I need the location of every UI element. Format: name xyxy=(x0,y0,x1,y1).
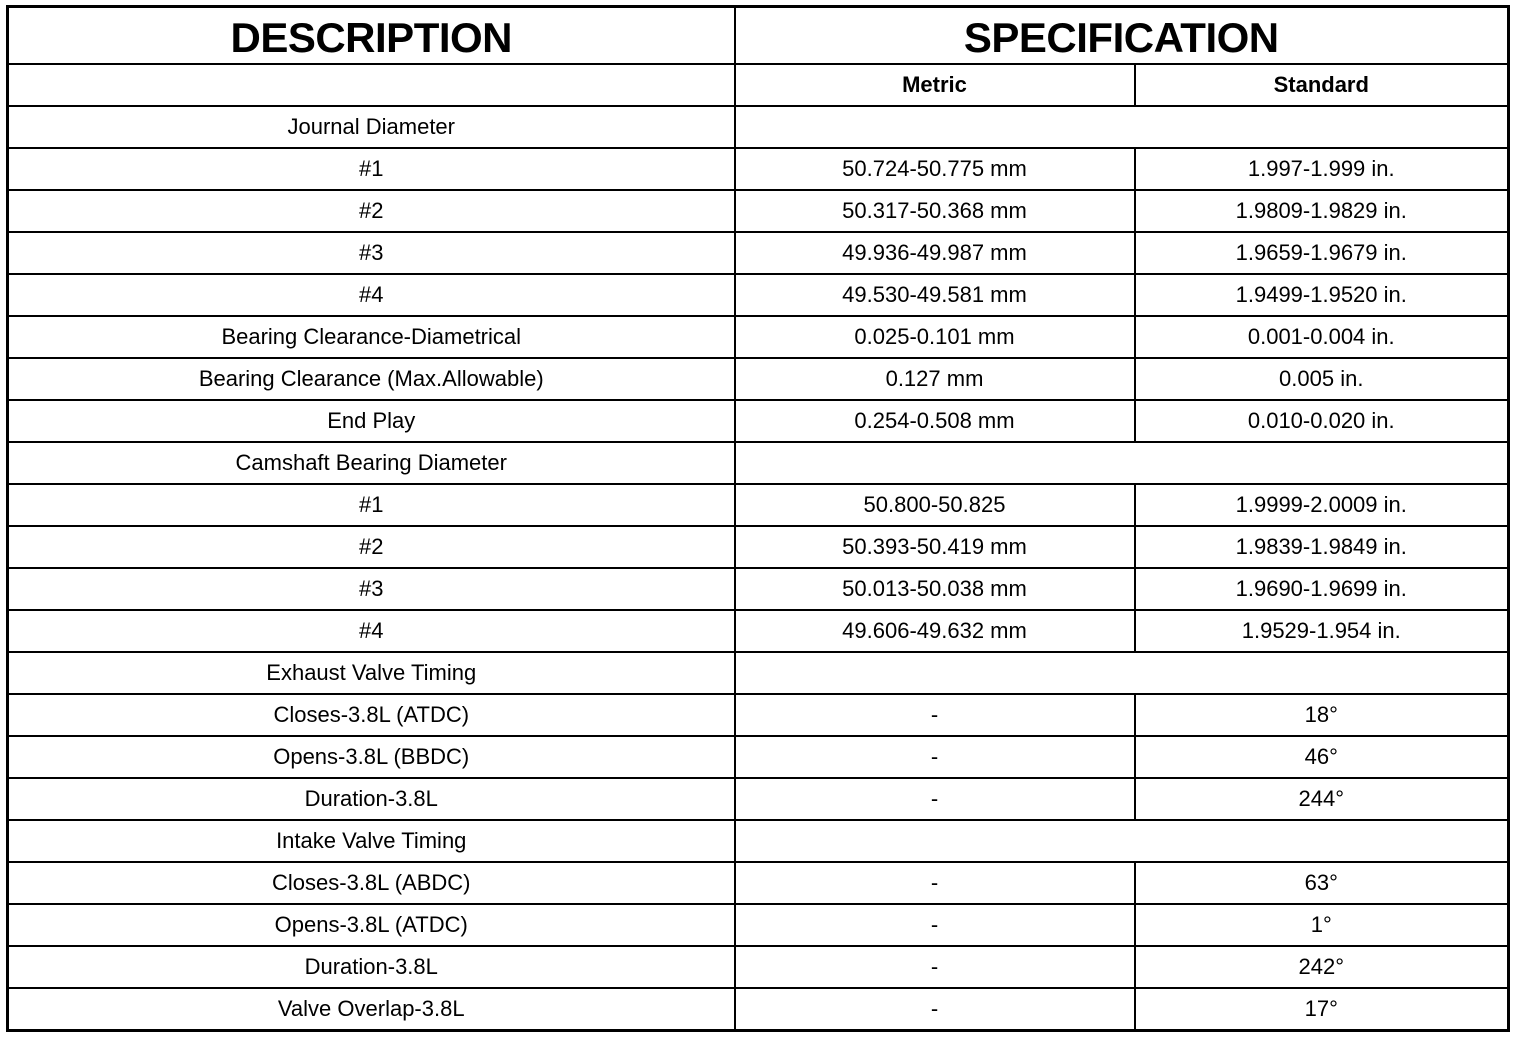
row-metric-value: 0.254-0.508 mm xyxy=(735,400,1135,442)
section-row xyxy=(8,442,1509,484)
row-standard-value: 0.001-0.004 in. xyxy=(1135,316,1509,358)
row-description: Duration-3.8L xyxy=(8,778,735,820)
row-description: Valve Overlap-3.8L xyxy=(8,988,735,1031)
table-row xyxy=(8,778,1509,820)
section-spec-blank xyxy=(735,652,1509,694)
table-row xyxy=(8,946,1509,988)
standard-header: Standard xyxy=(1135,64,1509,106)
row-metric-value: 50.724-50.775 mm xyxy=(735,148,1135,190)
section-row xyxy=(8,106,1509,148)
table-row xyxy=(8,484,1509,526)
row-metric-value: - xyxy=(735,988,1135,1031)
table-row xyxy=(8,526,1509,568)
row-standard-value: 63° xyxy=(1135,862,1509,904)
row-description: Bearing Clearance-Diametrical xyxy=(8,316,735,358)
row-description: Opens-3.8L (BBDC) xyxy=(8,736,735,778)
table-row xyxy=(8,358,1509,400)
row-metric-value: 50.800-50.825 xyxy=(735,484,1135,526)
table-row xyxy=(8,694,1509,736)
specification-table xyxy=(6,5,1510,1032)
row-standard-value: 1.9809-1.9829 in. xyxy=(1135,190,1509,232)
table-row xyxy=(8,148,1509,190)
section-title: Journal Diameter xyxy=(8,106,735,148)
row-description: Closes-3.8L (ATDC) xyxy=(8,694,735,736)
specification-header: SPECIFICATION xyxy=(735,7,1509,65)
row-metric-value: - xyxy=(735,736,1135,778)
table-row xyxy=(8,316,1509,358)
row-standard-value: 1.9999-2.0009 in. xyxy=(1135,484,1509,526)
row-standard-value: 1.9690-1.9699 in. xyxy=(1135,568,1509,610)
section-spec-blank xyxy=(735,442,1509,484)
row-metric-value: 49.606-49.632 mm xyxy=(735,610,1135,652)
row-standard-value: 1.9659-1.9679 in. xyxy=(1135,232,1509,274)
table-row xyxy=(8,862,1509,904)
row-metric-value: 49.936-49.987 mm xyxy=(735,232,1135,274)
row-description: #1 xyxy=(8,148,735,190)
row-description: #1 xyxy=(8,484,735,526)
row-description: End Play xyxy=(8,400,735,442)
table-body xyxy=(8,106,1509,1031)
header-row-units xyxy=(8,64,1509,106)
table-row xyxy=(8,904,1509,946)
row-description: Closes-3.8L (ABDC) xyxy=(8,862,735,904)
row-metric-value: - xyxy=(735,946,1135,988)
row-metric-value: 0.025-0.101 mm xyxy=(735,316,1135,358)
row-standard-value: 244° xyxy=(1135,778,1509,820)
metric-header: Metric xyxy=(735,64,1135,106)
table-row xyxy=(8,736,1509,778)
row-standard-value: 46° xyxy=(1135,736,1509,778)
table-row xyxy=(8,400,1509,442)
table-row xyxy=(8,274,1509,316)
row-description: #4 xyxy=(8,610,735,652)
row-standard-value: 18° xyxy=(1135,694,1509,736)
section-spec-blank xyxy=(735,820,1509,862)
row-description: Duration-3.8L xyxy=(8,946,735,988)
row-standard-value: 0.010-0.020 in. xyxy=(1135,400,1509,442)
row-standard-value: 17° xyxy=(1135,988,1509,1031)
row-description: #2 xyxy=(8,526,735,568)
row-description: #2 xyxy=(8,190,735,232)
section-title: Intake Valve Timing xyxy=(8,820,735,862)
table-row xyxy=(8,232,1509,274)
row-metric-value: 50.013-50.038 mm xyxy=(735,568,1135,610)
row-standard-value: 1.9529-1.954 in. xyxy=(1135,610,1509,652)
row-standard-value: 1.9839-1.9849 in. xyxy=(1135,526,1509,568)
row-metric-value: - xyxy=(735,862,1135,904)
row-metric-value: - xyxy=(735,694,1135,736)
row-standard-value: 1° xyxy=(1135,904,1509,946)
row-description: Bearing Clearance (Max.Allowable) xyxy=(8,358,735,400)
row-description: #4 xyxy=(8,274,735,316)
row-standard-value: 242° xyxy=(1135,946,1509,988)
row-standard-value: 1.997-1.999 in. xyxy=(1135,148,1509,190)
table-row xyxy=(8,190,1509,232)
header-row-main xyxy=(8,7,1509,65)
table-row xyxy=(8,568,1509,610)
section-spec-blank xyxy=(735,106,1509,148)
row-description: Opens-3.8L (ATDC) xyxy=(8,904,735,946)
section-row xyxy=(8,652,1509,694)
section-row xyxy=(8,820,1509,862)
row-description: #3 xyxy=(8,568,735,610)
row-standard-value: 0.005 in. xyxy=(1135,358,1509,400)
table-row xyxy=(8,988,1509,1031)
table-row xyxy=(8,610,1509,652)
row-metric-value: 50.393-50.419 mm xyxy=(735,526,1135,568)
section-title: Exhaust Valve Timing xyxy=(8,652,735,694)
row-metric-value: - xyxy=(735,904,1135,946)
description-header: DESCRIPTION xyxy=(8,7,735,65)
row-metric-value: 49.530-49.581 mm xyxy=(735,274,1135,316)
row-metric-value: - xyxy=(735,778,1135,820)
section-title: Camshaft Bearing Diameter xyxy=(8,442,735,484)
description-subheader-blank xyxy=(8,64,735,106)
row-description: #3 xyxy=(8,232,735,274)
row-metric-value: 0.127 mm xyxy=(735,358,1135,400)
row-metric-value: 50.317-50.368 mm xyxy=(735,190,1135,232)
row-standard-value: 1.9499-1.9520 in. xyxy=(1135,274,1509,316)
